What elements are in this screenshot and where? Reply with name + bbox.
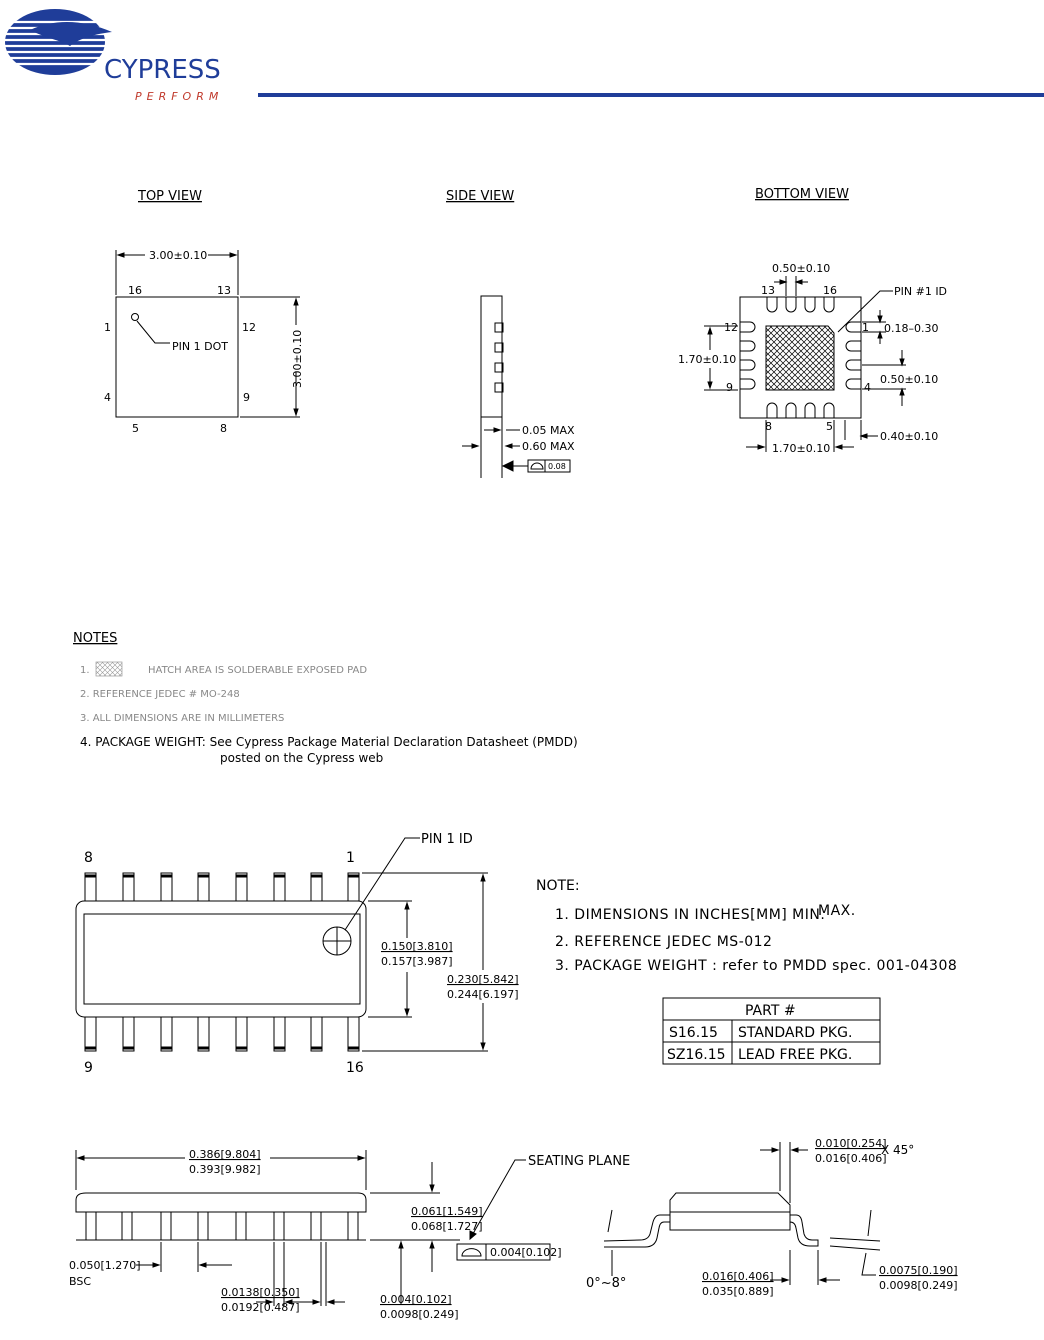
chamfer-angle: X 45°	[881, 1143, 915, 1157]
soic-height-max: 0.068[1.727]	[411, 1220, 483, 1233]
bottom-lead-width: 0.18–0.30	[884, 322, 939, 335]
pin-label: 13	[217, 284, 231, 297]
top-view-width-dim: 3.00±0.10	[149, 249, 208, 262]
note-item: posted on the Cypress web	[220, 751, 384, 765]
lead-thickness-max: 0.0098[0.249]	[879, 1279, 958, 1292]
note-item: 2. REFERENCE JEDEC # MO-248	[80, 689, 240, 700]
part-table-cell: S16.15	[669, 1025, 718, 1041]
soic-note: 2. REFERENCE JEDEC MS-012	[555, 934, 773, 950]
brand-tagline: PERFORM	[135, 90, 224, 103]
note-item: HATCH AREA IS SOLDERABLE EXPOSED PAD	[148, 665, 368, 676]
pin1-dot-label: PIN 1 DOT	[172, 340, 228, 353]
bottom-pad-height: 1.70±0.10	[678, 353, 737, 366]
seating-plane-label: SEATING PLANE	[528, 1154, 631, 1169]
soic-total-width-max: 0.244[6.197]	[447, 988, 519, 1001]
soic-pin-label: 8	[84, 850, 93, 866]
lead-thickness-min: 0.0075[0.190]	[879, 1264, 958, 1277]
bottom-pitch-top: 0.50±0.10	[772, 262, 831, 275]
brand-name: CYPRESS	[104, 55, 221, 85]
bottom-lead-length: 0.40±0.10	[880, 430, 939, 443]
note-item: 1.	[80, 665, 90, 676]
bottom-pin1-id: PIN #1 ID	[894, 285, 948, 298]
coplanarity-value: 0.004[0.102]	[490, 1246, 562, 1259]
pin-label: 1	[862, 321, 869, 334]
chamfer-min: 0.010[0.254]	[815, 1137, 887, 1150]
soic-note: MAX.	[818, 903, 856, 919]
flatness-value: 0.08	[548, 462, 566, 471]
soic-length-max: 0.393[9.982]	[189, 1163, 261, 1176]
lead-angle: 0°~8°	[586, 1276, 627, 1291]
pin-label: 8	[765, 420, 772, 433]
soic-body-width-min: 0.150[3.810]	[381, 940, 453, 953]
soic-standoff-min: 0.004[0.102]	[380, 1293, 452, 1306]
pin-label: 8	[220, 422, 227, 435]
bottom-view-title: BOTTOM VIEW	[755, 187, 849, 202]
pin-label: 12	[242, 321, 256, 334]
pin-label: 5	[826, 420, 833, 433]
soic-lead-width-min: 0.0138[0.350]	[221, 1286, 300, 1299]
bottom-pad-width: 1.70±0.10	[772, 442, 831, 455]
pin-label: 4	[864, 381, 871, 394]
soic-height-min: 0.061[1.549]	[411, 1205, 483, 1218]
soic-pin1-id: PIN 1 ID	[421, 832, 473, 847]
soic-body-width-max: 0.157[3.987]	[381, 955, 453, 968]
pin-label: 5	[132, 422, 139, 435]
top-view-title: TOP VIEW	[138, 189, 202, 204]
side-dim-height: 0.60 MAX	[522, 440, 575, 453]
cypress-logo	[5, 9, 223, 103]
pin-label: 9	[243, 391, 250, 404]
globe-icon	[5, 9, 112, 75]
header-rule	[258, 93, 1044, 97]
foot-length-min: 0.016[0.406]	[702, 1270, 774, 1283]
soic-pin-label: 9	[84, 1060, 93, 1076]
top-view-height-dim: 3.00±0.10	[291, 329, 304, 388]
soic-note: 1. DIMENSIONS IN INCHES[MM] MIN.	[555, 907, 826, 923]
pin-label: 1	[104, 321, 111, 334]
hatch-swatch	[96, 662, 122, 676]
pin-label: 12	[724, 321, 738, 334]
pin-label: 13	[761, 284, 775, 297]
part-table-cell: STANDARD PKG.	[738, 1025, 853, 1041]
soic-pin-label: 16	[346, 1060, 364, 1076]
bottom-pitch-right: 0.50±0.10	[880, 373, 939, 386]
soic-note: 3. PACKAGE WEIGHT : refer to PMDD spec. 001-04308	[555, 958, 958, 974]
notes-title: NOTES	[73, 631, 118, 646]
pin-label: 16	[128, 284, 142, 297]
side-dim-standoff: 0.05 MAX	[522, 424, 575, 437]
side-view-title: SIDE VIEW	[446, 189, 515, 204]
soic-total-width-min: 0.230[5.842]	[447, 973, 519, 986]
pin-label: 4	[104, 391, 111, 404]
soic-pin-label: 1	[346, 850, 355, 866]
foot-length-max: 0.035[0.889]	[702, 1285, 774, 1298]
part-table-header: PART #	[745, 1003, 796, 1019]
soic-length-min: 0.386[9.804]	[189, 1148, 261, 1161]
part-table-cell: LEAD FREE PKG.	[738, 1047, 853, 1063]
pin-label: 16	[823, 284, 837, 297]
soic-pitch: 0.050[1.270]	[69, 1259, 141, 1272]
soic-pitch-bsc: BSC	[69, 1275, 92, 1288]
pin-label: 9	[726, 381, 733, 394]
soic-note-title: NOTE:	[536, 878, 580, 894]
soic-standoff-max: 0.0098[0.249]	[380, 1308, 459, 1321]
note-item: 3. ALL DIMENSIONS ARE IN MILLIMETERS	[80, 713, 285, 724]
soic-lead-width-max: 0.0192[0.487]	[221, 1301, 300, 1314]
note-item: 4. PACKAGE WEIGHT: See Cypress Package Material Declaration Datasheet (PMDD)	[80, 735, 578, 749]
part-table-cell: SZ16.15	[667, 1047, 726, 1063]
chamfer-max: 0.016[0.406]	[815, 1152, 887, 1165]
qfn-top-view	[116, 250, 300, 417]
